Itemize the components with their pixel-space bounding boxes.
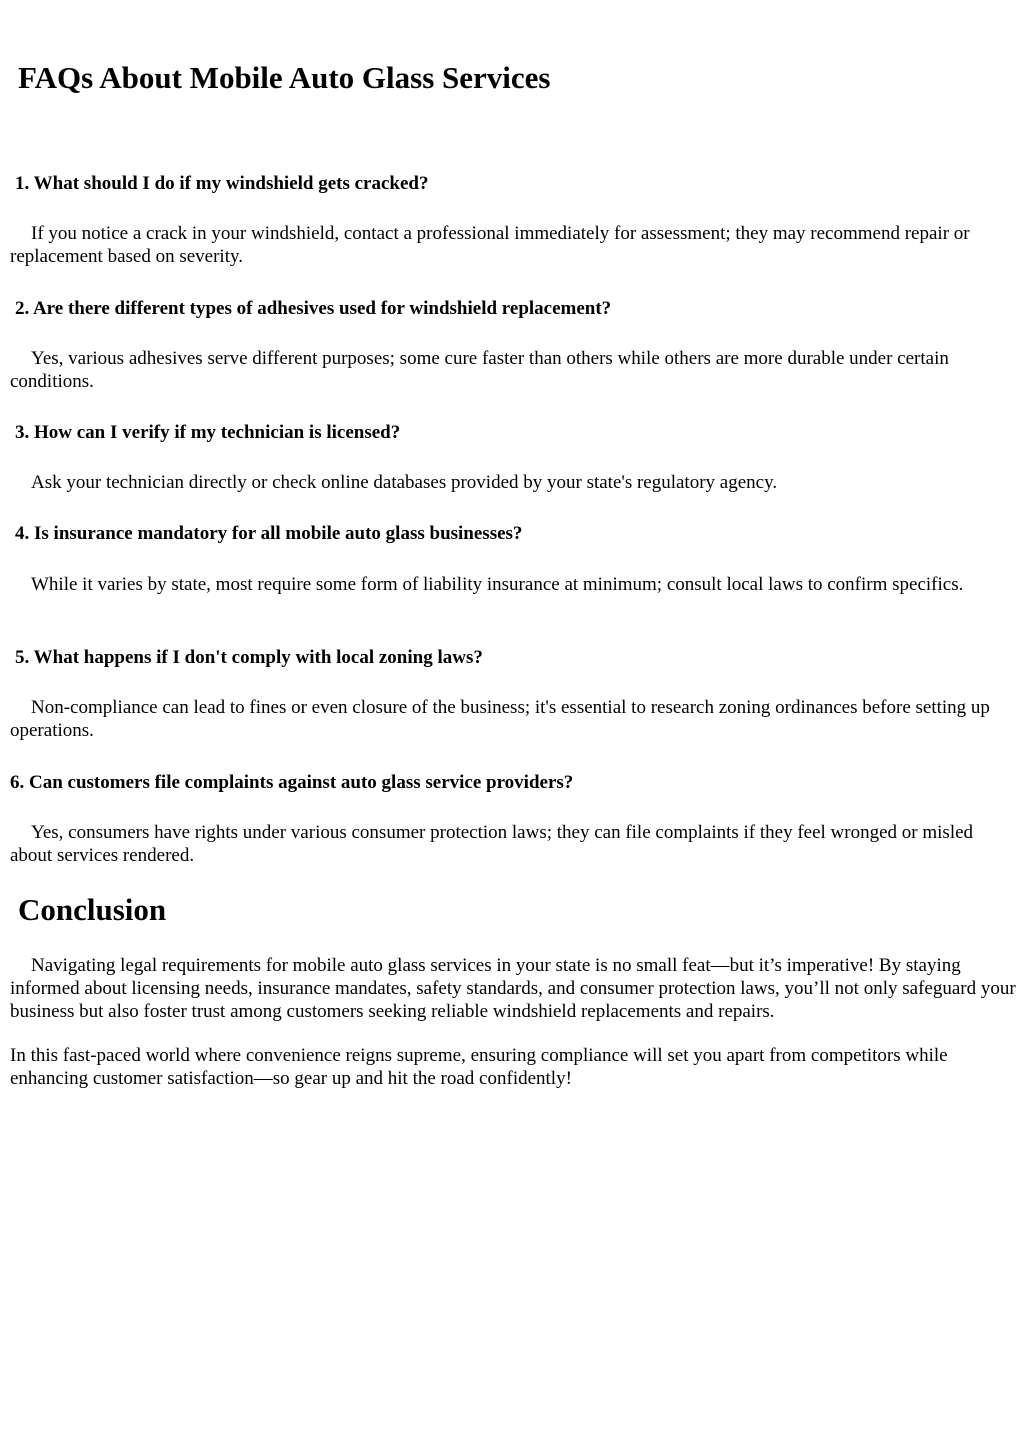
faq-answer-3: Ask your technician directly or check online databases provided by your state's regulatory agency.: [31, 472, 778, 493]
faq-answer-6: Yes, consumers have rights under various consumer protection laws; they can file complaints if they feel wronged or misled about services rendered.: [10, 822, 974, 866]
faq-question-3: 3. How can I verify if my technician is licensed?: [15, 422, 401, 443]
faq-answer-1: If you notice a crack in your windshield, contact a professional immediately for assessment; they may recommend repair or replacement based on severity.: [10, 223, 970, 267]
conclusion-paragraph-2: In this fast-paced world where convenience reigns supreme, ensuring compliance will set you apart from competitors while enhancing customer satisfaction—so gear up and hit the road confidently!: [10, 1045, 948, 1089]
faq-question-5: 5. What happens if I don't comply with local zoning laws?: [15, 647, 483, 668]
faq-answer-2: Yes, various adhesives serve different purposes; some cure faster than others while others are more durable under certain conditions.: [10, 348, 949, 392]
faq-heading: FAQs About Mobile Auto Glass Services: [18, 60, 551, 95]
faq-question-2: 2. Are there different types of adhesives used for windshield replacement?: [15, 298, 612, 319]
faq-answer-5: Non-compliance can lead to fines or even closure of the business; it's essential to research zoning ordinances before setting up operations.: [10, 697, 990, 741]
faq-question-6: 6. Can customers file complaints against auto glass service providers?: [10, 772, 574, 793]
faq-question-4: 4. Is insurance mandatory for all mobile auto glass businesses?: [15, 523, 523, 544]
conclusion-heading: Conclusion: [18, 892, 167, 927]
faq-answer-4: While it varies by state, most require some form of liability insurance at minimum; consult local laws to confirm specifics.: [31, 574, 964, 595]
conclusion-paragraph-1: Navigating legal requirements for mobile auto glass services in your state is no small feat—but it’s imperative! By staying informed about licensing needs, insurance mandates, safety standards, and consumer protection laws, you’ll not only safeguard your business but also foster trust among customers seeking reliable windshield replacements and repairs.: [10, 955, 1016, 1022]
faq-question-1: 1. What should I do if my windshield gets cracked?: [15, 173, 429, 194]
